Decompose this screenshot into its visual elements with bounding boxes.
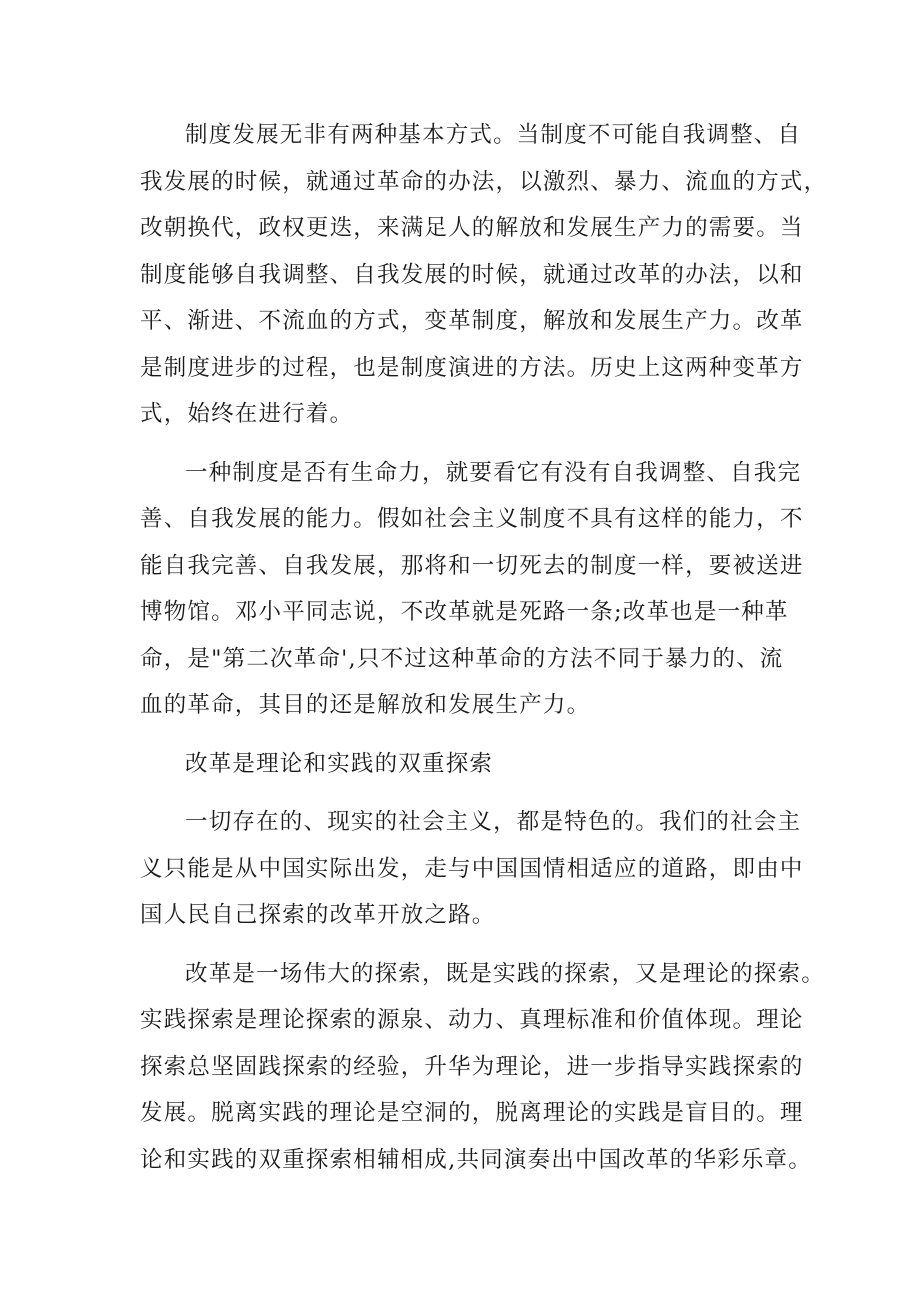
- text-line: 探索总坚固践探索的经验，升华为理论，进一步指导实践探索的: [140, 1053, 804, 1080]
- text-line: 善、自我发展的能力。假如社会主义制度不具有这样的能力，不: [140, 506, 804, 532]
- text-line: 制度能够自我调整、自我发展的时候，就通过改革的办法，以和: [140, 261, 804, 288]
- text-line: 一种制度是否有生命力，就要看它有没有自我调整、自我完: [185, 459, 802, 486]
- paragraph: [140, 951, 825, 1184]
- text-line: 实践探索是理论探索的源泉、动力、真理标准和价值体现。理论: [140, 1007, 804, 1033]
- text-line: 我发展的时候，就通过革命的办法，以激烈、暴力、流血的方式，: [140, 168, 828, 195]
- section-heading: [140, 741, 786, 788]
- heading-line: 改革是理论和实践的双重探索: [185, 750, 494, 777]
- text-line: 发展。脱离实践的理论是空洞的，脱离理论的实践是盲目的。理: [140, 1100, 804, 1126]
- text-line: 论和实践的双重探索相辅相成,共同演奏出中国改革的华彩乐章。: [140, 1146, 812, 1173]
- text-line: 国人民自己探索的改革开放之路。: [140, 902, 496, 928]
- text-line: 制度发展无非有两种基本方式。当制度不可能自我调整、自: [185, 122, 802, 148]
- text-line: 改朝换代，政权更迭，来满足人的解放和发展生产力的需要。当: [140, 215, 804, 241]
- text-line: 命，是"第二次革命',只不过这种革命的方法不同于暴力的、流: [140, 645, 784, 672]
- text-line: 平、渐进、不流血的方式，变革制度，解放和发展生产力。改革: [140, 308, 804, 334]
- text-line: 血的革命，其目的还是解放和发展生产力。: [140, 692, 591, 718]
- text-line: 改革是一场伟大的探索，既是实践的探索，又是理论的探索。: [185, 960, 825, 987]
- text-line: 义只能是从中国实际出发，走与中国国情相适应的道路，即由中: [140, 855, 804, 882]
- paragraph: [140, 112, 828, 438]
- document-body: [140, 112, 828, 1183]
- text-line: 是制度进步的过程，也是制度演进的方法。历史上这两种变革方: [140, 354, 804, 381]
- text-line: 能自我完善、自我发展，那将和一切死去的制度一样，要被送进: [140, 552, 804, 579]
- paragraph: [140, 799, 804, 939]
- text-line: 式，始终在进行着。: [140, 401, 354, 427]
- paragraph: [140, 450, 804, 729]
- text-line: 一切存在的、现实的社会主义，都是特色的。我们的社会主: [185, 809, 802, 835]
- text-line: 博物馆。邓小平同志说，不改革就是死路一条;改革也是一种革: [140, 599, 789, 625]
